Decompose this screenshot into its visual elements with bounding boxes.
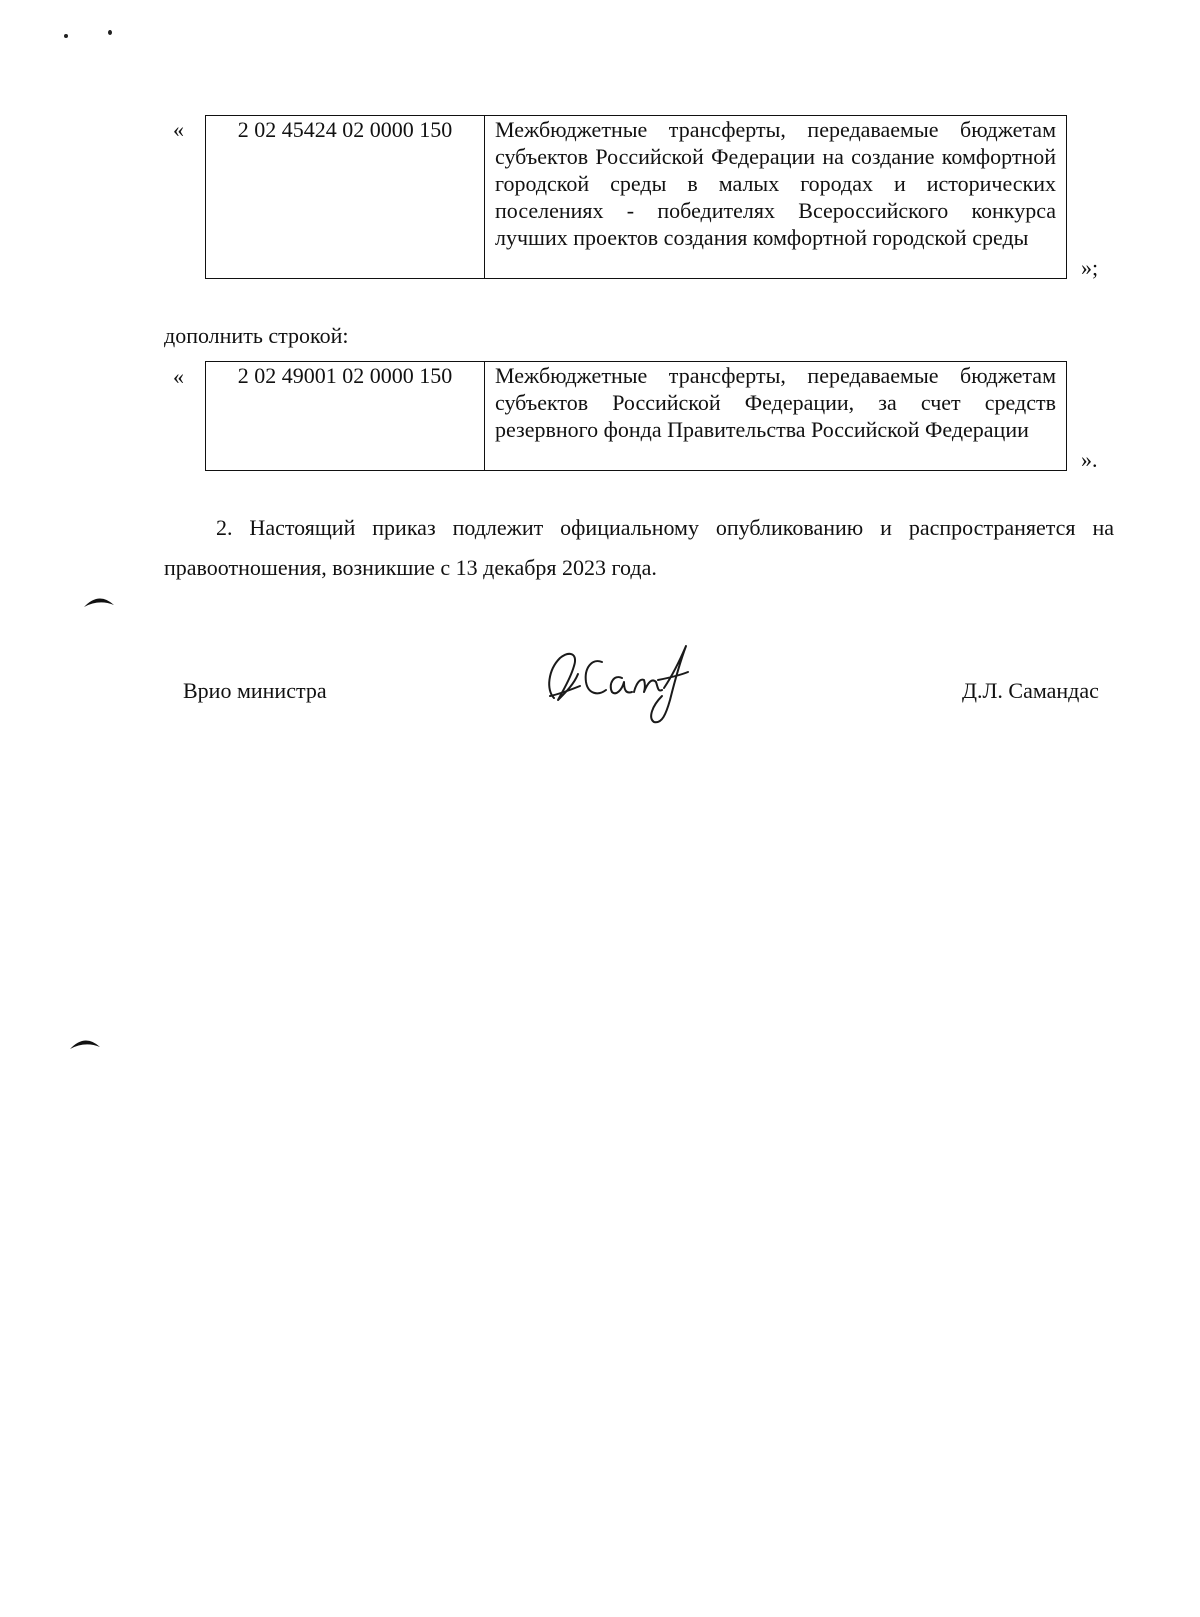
budget-code-cell: 2 02 45424 02 0000 150 (206, 116, 485, 279)
open-quote: « (173, 117, 184, 142)
handwritten-signature (540, 640, 700, 730)
open-quote: « (173, 364, 184, 389)
binding-hole-mark (68, 1035, 102, 1051)
signatory-name: Д.Л. Самандас (962, 678, 1099, 703)
scan-artifact (64, 34, 68, 38)
amendment-table-2 (205, 361, 1067, 471)
intro-text: дополнить строкой: (164, 323, 349, 348)
description-cell (485, 116, 1067, 279)
paragraph-2: 2. Настоящий приказ подлежит официальному опубликованию и распространяется на правоотношения, возникшие с 13 декабря 2023 года. (164, 515, 1114, 580)
table-row (206, 116, 1067, 279)
close-quote: »; (1081, 255, 1099, 280)
amendment-table-1 (205, 115, 1067, 279)
scan-artifact (108, 30, 112, 35)
binding-hole-mark (82, 593, 116, 609)
description-text: Межбюджетные трансферты, передаваемые бюджетам субъектов Российской Федерации, за счет средств резервного фонда Правительства Российской Федерации (495, 363, 1056, 442)
table-row (206, 362, 1067, 471)
close-quote: ». (1081, 447, 1098, 472)
description-text: Межбюджетные трансферты, передаваемые бюджетам субъектов Российской Федерации на создание комфортной городской среды в малых городах и исторических поселениях - победителях Всероссийского конкурса лучших проектов создания комфортной городской среды (495, 117, 1056, 250)
signatory-position: Врио министра (183, 678, 327, 703)
description-cell (485, 362, 1067, 471)
budget-code-cell: 2 02 49001 02 0000 150 (206, 362, 485, 471)
